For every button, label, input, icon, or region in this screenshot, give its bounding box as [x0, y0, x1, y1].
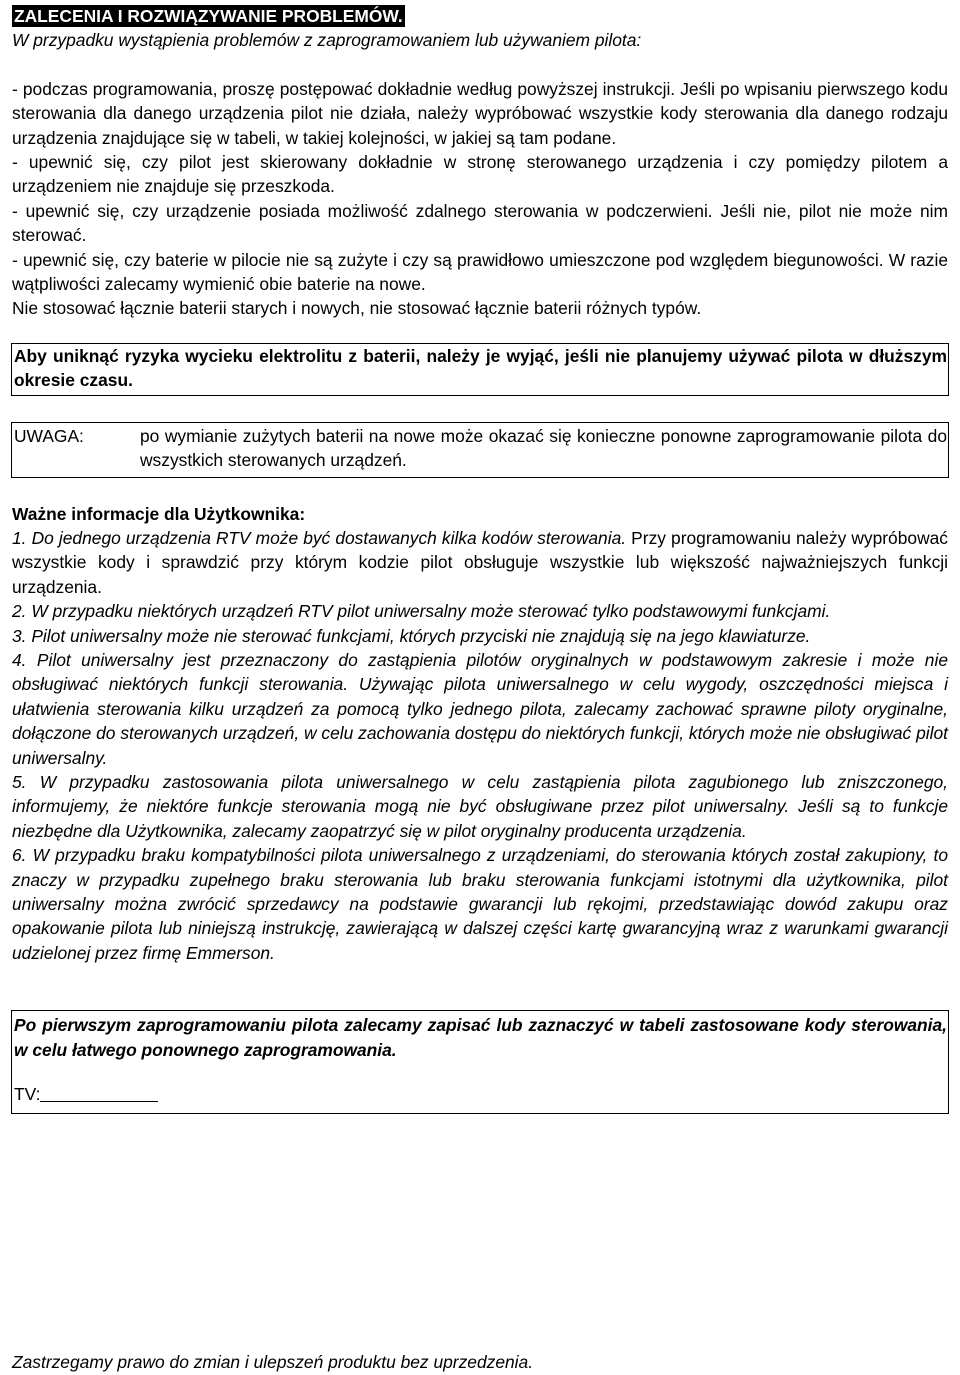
important-info-title: Ważne informacje dla Użytkownika:: [12, 503, 306, 524]
tv-label: TV:: [14, 1084, 41, 1105]
codes-record-box: [11, 1010, 949, 1114]
important-item-4: 4. Pilot uniwersalny jest przeznaczony do zastąpienia pilotów oryginalnych w podstawowym zakresie i może nie obsługiwać niektórych funkcji sterowania. Używając pilota uniwersalnego w celu wygody, oszczędności miejsca i ułatwienia sterowania kilku urządzeń za pomocą tylko jednego pilota, zalecamy zachować sprawne piloty oryginalne, dołączone do sterowanych urządzeń, w celu zachowania dostępu do niektórych funkcji, których może nie obsługiwać pilot uniwersalny.: [12, 649, 948, 768]
important-item-6: 6. W przypadku braku kompatybilności pilota uniwersalnego z urządzeniami, do sterowania których został zakupiony, to znaczy w przypadku zupełnego braku sterowania lub braku sterowania funkcjami istotnymi dla użytkownika, pilot uniwersalny można zwrócić sprzedawcy na podstawie gwarancji lub rękojmi, przedstawiając dowód zakupu oraz opakowanie pilota lub niniejszą instrukcję, zawierającą w dalszej części kartę gwarancyjną wraz z warunkami gwarancji udzielonej przez firmę Emmerson.: [12, 845, 948, 963]
tv-code-field[interactable]: [14, 1082, 947, 1106]
document-page: [12, 4, 948, 1114]
important-item-3: 3. Pilot uniwersalny może nie sterować funkcjami, których przyciski nie znajdują się na jego klawiaturze.: [12, 625, 811, 646]
bullet-batteries: - upewnić się, czy baterie w pilocie nie są zużyte i czy są prawidłowo umieszczone pod względem biegunowości. W razie wątpliwości zalecamy wymienić obie baterie na nowe.: [12, 249, 948, 295]
footer-disclaimer: Zastrzegamy prawo do zmian i ulepszeń produktu bez uprzedzenia.: [12, 1352, 534, 1372]
electrolyte-warning-text: Aby uniknąć ryzyka wycieku elektrolitu z baterii, należy je wyjąć, jeśli nie planujemy używać pilota w dłuższym okresie czasu.: [14, 345, 947, 391]
tv-code-blank-line[interactable]: [40, 1083, 158, 1102]
important-item-5: 5. W przypadku zastosowania pilota uniwersalnego w celu zastąpienia pilota zagubionego lub zniszczonego, informujemy, że niektóre funkcje sterowania mogą nie być obsługiwane przez pilot uniwersalny. Jeśli są to funkcje niezbędne dla Użytkownika, zalecamy zaopatrzyć się w pilot oryginalny producenta urządzenia.: [12, 771, 948, 841]
important-item-2: 2. W przypadku niektórych urządzeń RTV pilot uniwersalny może sterować tylko podstawowymi funkcjami.: [12, 601, 831, 622]
bullet-programming: - podczas programowania, proszę postępować dokładnie według powyższej instrukcji. Jeśli po wpisaniu pierwszego kodu sterowania dla danego urządzenia pilot nie działa, należy wypróbować wszystkie kody sterowania dla danego rodzaju urządzenia znajdujące się w tabeli, w takiej kolejności, w jakiej są tam podane.: [12, 78, 948, 148]
battery-mixing-note: Nie stosować łącznie baterii starych i nowych, nie stosować łącznie baterii różnych typów.: [12, 298, 702, 319]
section-heading: ZALECENIA I ROZWIĄZYWANIE PROBLEMÓW.: [14, 6, 403, 26]
uwaga-box: [11, 422, 949, 478]
bullet-infrared: - upewnić się, czy urządzenie posiada możliwość zdalnego sterowania w podczerwieni. Jeśli nie, pilot nie może nim sterować.: [12, 200, 948, 246]
bullet-direction: - upewnić się, czy pilot jest skierowany dokładnie w stronę sterowanego urządzenia i czy pomiędzy pilotem a urządzeniem nie znajduje się przeszkoda.: [12, 152, 948, 197]
intro-text: W przypadku wystąpienia problemów z zaprogramowaniem lub używaniem pilota:: [12, 30, 642, 51]
uwaga-label: UWAGA:: [14, 425, 84, 446]
electrolyte-warning-box: [11, 343, 949, 396]
codes-record-text: Po pierwszym zaprogramowaniu pilota zalecamy zapisać lub zaznaczyć w tabeli zastosowane kody sterowania, w celu łatwego ponownego zaprogramowania.: [14, 1015, 947, 1060]
important-item-1: 1. Do jednego urządzenia RTV może być dostawanych kilka kodów sterowania. Przy programowaniu należy wypróbować wszystkie kody i sprawdzić przy którym kodzie pilot obsługuje wszystkie lub większość najważniejszych funkcji urządzenia.: [12, 527, 949, 597]
uwaga-text: po wymianie zużytych baterii na nowe może okazać się konieczne ponowne zaprogramowanie pilota do wszystkich sterowanych urządzeń.: [140, 425, 947, 471]
